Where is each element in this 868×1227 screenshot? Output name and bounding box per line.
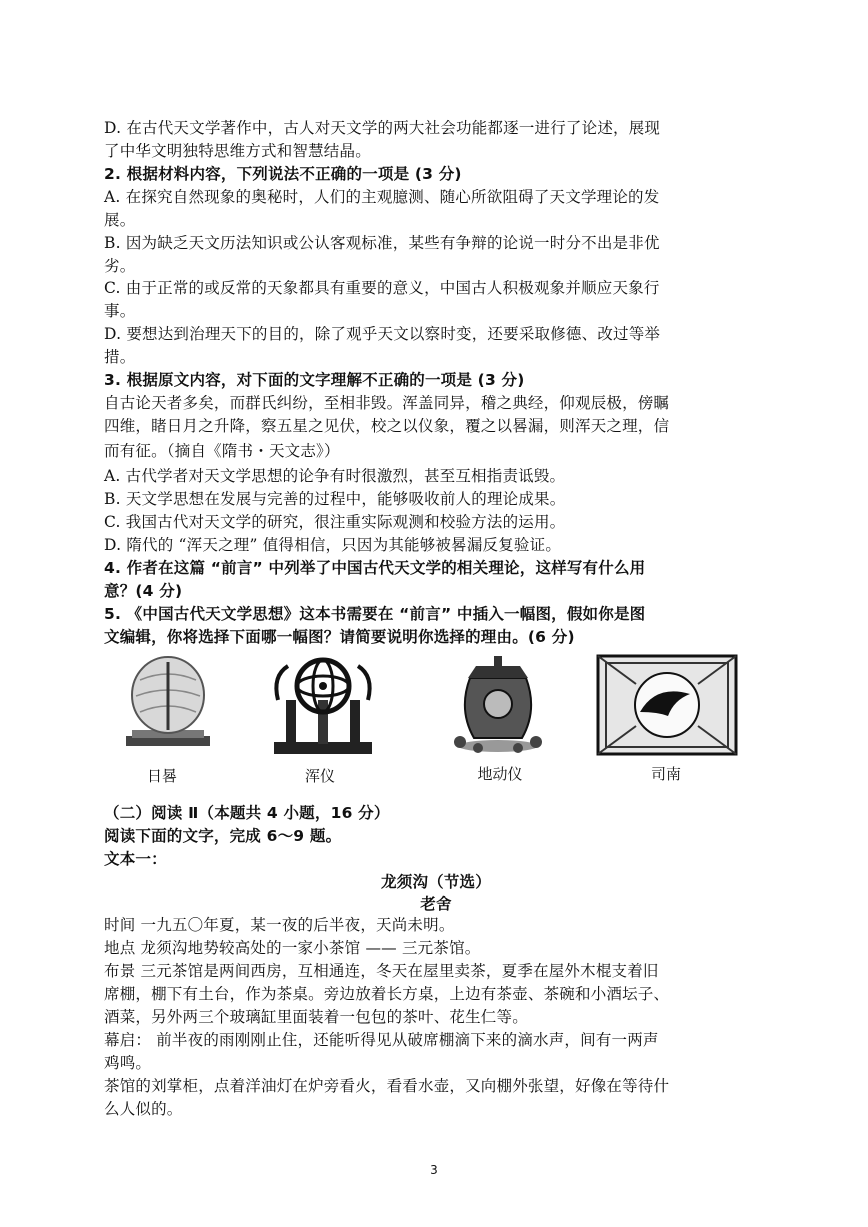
- passage-title: 龙须沟（节选）: [381, 873, 491, 891]
- script-line: 鸡鸣。: [104, 1054, 152, 1072]
- script-line: 时间 一九五〇年夏，某一夜的后半夜，天尚未明。: [104, 916, 455, 934]
- figure-caption: 司南: [650, 765, 681, 783]
- script-line: 席棚，棚下有土台，作为茶桌。旁边放着长方桌，上边有茶壶、茶碗和小酒坛子、: [104, 985, 670, 1003]
- text-line: 劣。: [104, 257, 136, 275]
- seismoscope-icon: [448, 650, 548, 754]
- figure-caption: 日晷: [146, 767, 177, 785]
- text-line: 文编辑，你将选择下面哪一幅图？请简要说明你选择的理由。(6 分): [104, 628, 575, 646]
- page-number: 3: [430, 1163, 438, 1177]
- option-c: C. 我国古代对天文学的研究，很注重实际观测和校验方法的运用。: [104, 513, 566, 531]
- armillary-figure: [268, 650, 378, 762]
- quoted-passage: 自古论天者多矣，而群氏纠纷，至相非毁。浑盖同异，稽之典经，仰观辰极，傍瞩: [104, 394, 670, 412]
- option-d: D. 隋代的 “浑天之理” 值得相信，只因为其能够被晷漏反复验证。: [104, 536, 562, 554]
- armillary-sphere-icon: [268, 650, 378, 758]
- script-line: 酒菜，另外两三个玻璃缸里面装着一包包的茶叶、花生仁等。: [104, 1008, 528, 1026]
- seismoscope-figure: [448, 650, 548, 758]
- text-line: D. 在古代天文学著作中，古人对天文学的两大社会功能都逐一进行了论述，展现: [104, 119, 661, 137]
- section-heading: （二）阅读 Ⅱ（本题共 4 小题，16 分）: [104, 804, 390, 822]
- script-line: 么人似的。: [104, 1100, 183, 1118]
- sundial-icon: [118, 650, 218, 754]
- option-b: B. 因为缺乏天文历法知识或公认客观标准，某些有争辩的论说一时分不出是非优: [104, 234, 660, 252]
- question-5-heading: 5. 《中国古代天文学思想》这本书需要在 “前言” 中插入一幅图，假如你是图: [104, 605, 646, 623]
- script-line: 幕启： 前半夜的雨刚刚止住，还能听得见从破席棚滴下来的滴水声，间有一两声: [104, 1031, 659, 1049]
- quoted-passage: 而有征。（摘自《隋书・天文志》）: [104, 442, 340, 460]
- script-line: 布景 三元茶馆是两间西房，互相通连，冬天在屋里卖茶，夏季在屋外木棍支着旧: [104, 962, 659, 980]
- text-line: 了中华文明独特思维方式和智慧结晶。: [104, 142, 371, 160]
- question-2-heading: 2. 根据材料内容，下列说法不正确的一项是 (3 分): [104, 165, 462, 183]
- text-label: 文本一：: [104, 850, 167, 868]
- sundial-figure: [118, 650, 218, 758]
- question-4-heading: 4. 作者在这篇 “前言” 中列举了中国古代天文学的相关理论，这样写有什么用: [104, 559, 646, 577]
- quoted-passage: 四维，睹日月之升降，察五星之见伏，校之以仪象，覆之以晷漏，则浑天之理，信: [104, 417, 670, 435]
- text-line: 事。: [104, 302, 136, 320]
- script-line: 茶馆的刘掌柜，点着洋油灯在炉旁看火，看看水壶，又向棚外张望，好像在等待什: [104, 1077, 670, 1095]
- figure-caption: 浑仪: [304, 767, 335, 785]
- text-line: 意？(4 分): [104, 582, 183, 600]
- script-line: 地点 龙须沟地势较高处的一家小茶馆 —— 三元茶馆。: [104, 939, 481, 957]
- compass-figure: [596, 654, 738, 760]
- passage-author: 老舍: [420, 895, 452, 913]
- option-d: D. 要想达到治理天下的目的，除了观乎天文以察时变，还要采取修德、改过等举: [104, 325, 661, 343]
- option-b: B. 天文学思想在发展与完善的过程中，能够吸收前人的理论成果。: [104, 490, 566, 508]
- compass-icon: [596, 654, 738, 756]
- figure-caption: 地动仪: [477, 765, 523, 783]
- text-line: 展。: [104, 211, 136, 229]
- option-c: C. 由于正常的或反常的天象都具有重要的意义，中国古人积极观象并顺应天象行: [104, 279, 660, 297]
- section-instruction: 阅读下面的文字，完成 6～9 题。: [104, 827, 342, 845]
- option-a: A. 在探究自然现象的奥秘时，人们的主观臆测、随心所欲阻碍了天文学理论的发: [104, 188, 660, 206]
- option-a: A. 古代学者对天文学思想的论争有时很激烈，甚至互相指责诋毁。: [104, 467, 566, 485]
- text-line: 措。: [104, 348, 136, 366]
- question-3-heading: 3. 根据原文内容，对下面的文字理解不正确的一项是 (3 分): [104, 371, 525, 389]
